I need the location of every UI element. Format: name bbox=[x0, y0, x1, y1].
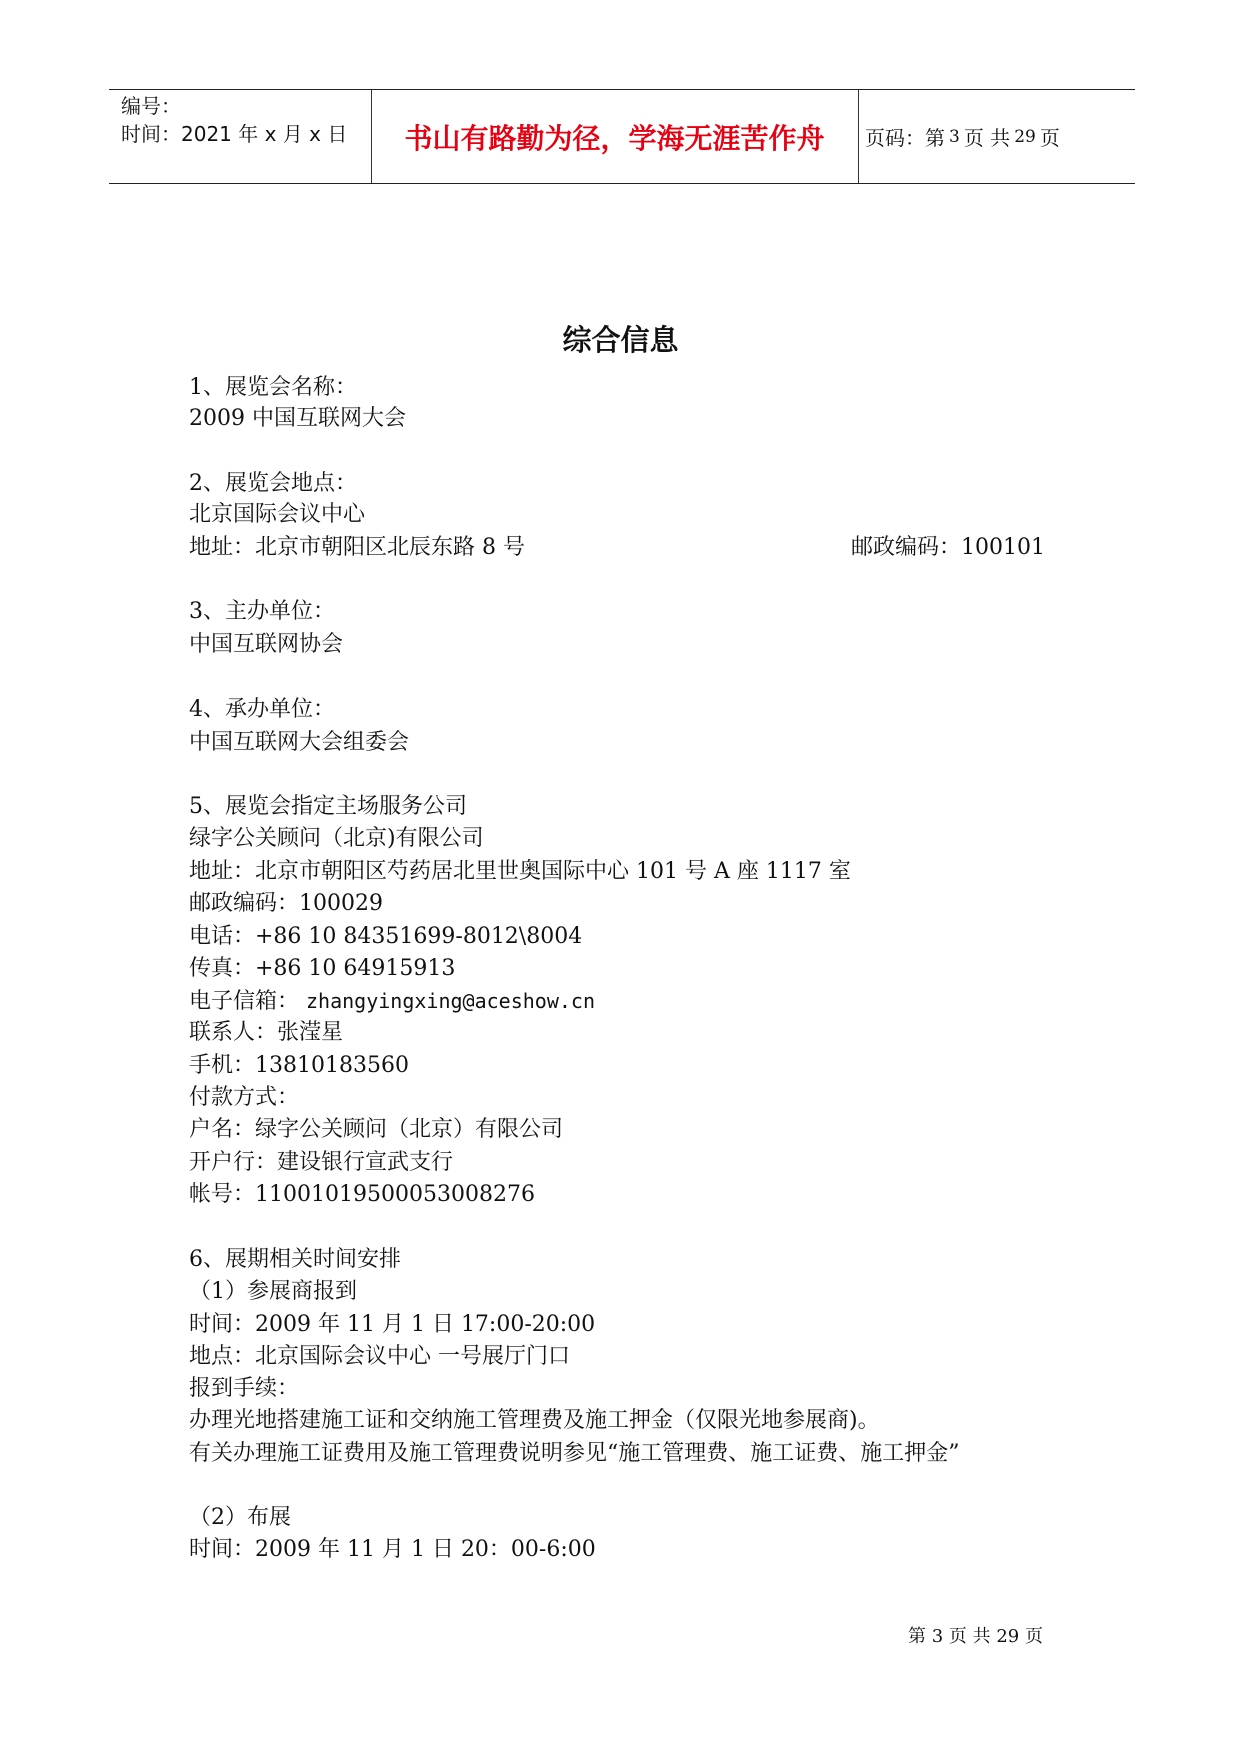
header-meta bbox=[121, 92, 347, 148]
setup-time: 时间：2009 年 11 月 1 日 20：00-6:00 bbox=[189, 1537, 596, 1562]
checkin-procedure-2: 有关办理施工证费用及施工管理费说明参见“施工管理费、施工证费、施工押金” bbox=[189, 1441, 960, 1466]
company-address: 地址：北京市朝阳区芍药居北里世奥国际中心 101 号 A 座 1117 室 bbox=[189, 859, 851, 884]
section-1-heading: 1、展览会名称： bbox=[189, 375, 357, 400]
organizer: 中国互联网协会 bbox=[189, 632, 344, 657]
serial-label: 编号： bbox=[121, 94, 181, 118]
setup-heading: （2）布展 bbox=[189, 1505, 291, 1530]
document-title: 综合信息 bbox=[562, 323, 679, 357]
section-6-heading: 6、展期相关时间安排 bbox=[189, 1247, 401, 1272]
email-address: zhangyingxing@aceshow.cn bbox=[306, 989, 595, 1013]
header-motto: 书山有路勤为径，学海无涯苦作舟 bbox=[404, 121, 825, 155]
checkin-procedure-1: 办理光地搭建施工证和交纳施工管理费及施工押金（仅限光地参展商)。 bbox=[189, 1408, 880, 1433]
checkin-time: 时间：2009 年 11 月 1 日 17:00-20:00 bbox=[189, 1312, 596, 1337]
company-postcode: 邮政编码：100029 bbox=[189, 891, 383, 916]
header-divider bbox=[858, 90, 859, 183]
company-email-line bbox=[189, 986, 595, 1017]
contact-person: 联系人：张滢星 bbox=[189, 1020, 344, 1045]
venue-postcode: 邮政编码：100101 bbox=[851, 535, 1045, 560]
venue-address: 地址：北京市朝阳区北辰东路 8 号 bbox=[189, 535, 525, 560]
section-5-heading: 5、展览会指定主场服务公司 bbox=[189, 794, 467, 819]
co-organizer: 中国互联网大会组委会 bbox=[189, 730, 410, 755]
header-page-number: 页码：第 3 页 共 29 页 bbox=[865, 126, 1060, 150]
payment-method: 付款方式： bbox=[189, 1085, 300, 1110]
checkin-place: 地点：北京国际会议中心 一号展厅门口 bbox=[189, 1344, 570, 1369]
section-3-heading: 3、主办单位： bbox=[189, 599, 335, 624]
bank-name: 开户行：建设银行宣武支行 bbox=[189, 1150, 454, 1175]
company-phone: 电话：+86 10 84351699-8012\8004 bbox=[189, 924, 583, 949]
company-fax: 传真：+86 10 64915913 bbox=[189, 956, 456, 981]
exhibition-name: 2009 中国互联网大会 bbox=[189, 406, 406, 431]
page-header bbox=[109, 89, 1135, 184]
contact-mobile: 手机：13810183560 bbox=[189, 1053, 409, 1078]
time-label: 时间：2021 年 x 月 x 日 bbox=[121, 122, 348, 146]
section-2-heading: 2、展览会地点： bbox=[189, 471, 357, 496]
section-4-heading: 4、承办单位： bbox=[189, 697, 335, 722]
account-name: 户名：绿字公关顾问（北京）有限公司 bbox=[189, 1117, 564, 1142]
service-company: 绿字公关顾问（北京)有限公司 bbox=[189, 826, 484, 851]
venue-name: 北京国际会议中心 bbox=[189, 502, 366, 527]
account-number: 帐号：11001019500053008276 bbox=[189, 1182, 535, 1207]
page-footer: 第 3 页 共 29 页 bbox=[908, 1626, 1043, 1647]
checkin-procedure-label: 报到手续： bbox=[189, 1376, 300, 1401]
checkin-heading: （1）参展商报到 bbox=[189, 1279, 357, 1304]
email-label: 电子信箱： bbox=[189, 989, 306, 1014]
